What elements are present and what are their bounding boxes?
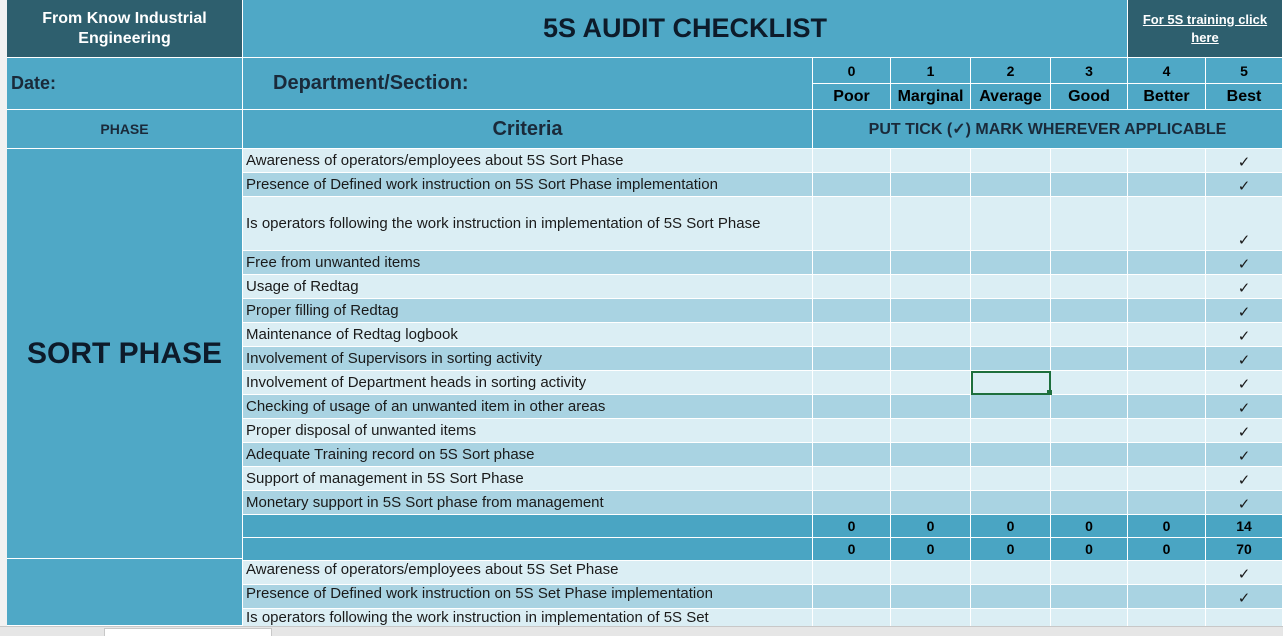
tick-mark: ✓ [1237,304,1251,321]
rating-cell[interactable] [1051,173,1128,197]
rating-cell[interactable] [971,443,1051,467]
tick-cell-best[interactable] [1206,395,1283,419]
department-label[interactable]: Department/Section: [243,58,813,110]
rating-cell[interactable] [813,395,891,419]
score-row-value[interactable]: 0 [813,538,891,561]
page-title[interactable]: 5S AUDIT CHECKLIST [243,0,1128,58]
rating-header-better[interactable]: Better [1128,84,1206,110]
training-link[interactable]: For 5S training click here [1128,0,1283,58]
tick-cell-best[interactable] [1206,561,1283,585]
rating-cell[interactable] [1128,491,1206,515]
phase-column-header[interactable]: PHASE [7,110,243,149]
rating-cell[interactable] [1128,299,1206,323]
score-row-value[interactable]: 0 [1128,538,1206,561]
rating-cell[interactable] [813,443,891,467]
rating-cell[interactable] [1128,419,1206,443]
rating-cell[interactable] [891,323,971,347]
tick-cell-best[interactable] [1206,299,1283,323]
rating-cell[interactable] [1051,149,1128,173]
rating-cell[interactable] [813,419,891,443]
rating-cell[interactable] [971,395,1051,419]
rating-cell[interactable] [891,443,971,467]
criteria-cell[interactable]: Proper filling of Redtag [243,299,813,323]
rating-cell[interactable] [1128,197,1206,251]
rating-cell[interactable] [1051,443,1128,467]
date-label[interactable]: Date: [7,58,243,110]
score-header-1[interactable]: 1 [891,58,971,84]
rating-cell[interactable] [1051,561,1128,585]
rating-header-average[interactable]: Average [971,84,1051,110]
tick-mark: ✓ [1237,590,1251,607]
tick-mark: ✓ [1237,400,1251,417]
score-row-value[interactable]: 70 [1206,538,1283,561]
rating-cell[interactable] [971,149,1051,173]
tick-cell-best[interactable] [1206,275,1283,299]
rating-cell[interactable] [1128,323,1206,347]
tick-mark: ✓ [1237,376,1251,393]
tick-mark: ✓ [1237,352,1251,369]
tick-mark: ✓ [1237,448,1251,465]
criteria-cell[interactable]: Awareness of operators/employees about 5S Sort Phase [243,149,813,173]
score-header-5[interactable]: 5 [1206,58,1283,84]
rating-cell[interactable] [971,467,1051,491]
criteria-cell[interactable]: Awareness of operators/employees about 5S Set Phase [243,561,813,585]
rating-cell[interactable] [891,149,971,173]
rating-cell[interactable] [971,419,1051,443]
tick-cell-best[interactable] [1206,371,1283,395]
tick-mark: ✓ [1237,424,1251,441]
rating-cell[interactable] [1128,561,1206,585]
tick-cell-best[interactable] [1206,347,1283,371]
tick-cell-best[interactable] [1206,149,1283,173]
count-row-value[interactable]: 0 [813,515,891,538]
rating-cell[interactable] [1051,371,1128,395]
rating-cell[interactable] [971,197,1051,251]
rating-cell[interactable] [891,395,971,419]
rating-cell[interactable] [1128,275,1206,299]
rating-cell[interactable] [971,585,1051,609]
criteria-cell[interactable]: Support of management in 5S Sort Phase [243,467,813,491]
tick-mark: ✓ [1237,496,1251,513]
score-row-value[interactable]: 0 [1051,538,1128,561]
rating-cell[interactable] [971,491,1051,515]
rating-cell[interactable] [1051,275,1128,299]
criteria-cell[interactable]: Monetary support in 5S Sort phase from management [243,491,813,515]
criteria-cell[interactable]: Maintenance of Redtag logbook [243,323,813,347]
rating-cell[interactable] [813,251,891,275]
rating-cell[interactable] [1051,395,1128,419]
rating-cell[interactable] [1128,371,1206,395]
rating-cell[interactable] [1051,323,1128,347]
criteria-cell[interactable]: Presence of Defined work instruction on 5S Set Phase implementation [243,585,813,609]
rating-cell[interactable] [1051,419,1128,443]
rating-cell[interactable] [1128,585,1206,609]
tick-cell-best[interactable] [1206,467,1283,491]
rating-cell[interactable] [1051,491,1128,515]
rating-cell[interactable] [971,323,1051,347]
count-row-value[interactable]: 0 [1128,515,1206,538]
score-row-value[interactable]: 0 [971,538,1051,561]
rating-cell[interactable] [971,251,1051,275]
count-row-value[interactable]: 0 [891,515,971,538]
criteria-cell[interactable]: Checking of usage of an unwanted item in other areas [243,395,813,419]
brand-cell[interactable] [7,0,243,58]
criteria-cell[interactable]: Presence of Defined work instruction on 5S Sort Phase implementation [243,173,813,197]
criteria-cell[interactable]: Involvement of Supervisors in sorting activity [243,347,813,371]
tick-cell-best[interactable] [1206,323,1283,347]
rating-cell[interactable] [971,299,1051,323]
rating-cell[interactable] [891,419,971,443]
count-row-value[interactable]: 14 [1206,515,1283,538]
criteria-cell[interactable]: Adequate Training record on 5S Sort phase [243,443,813,467]
rating-cell[interactable] [891,197,971,251]
sheet-tab-active[interactable] [104,628,272,636]
brand-text: From Know Industrial Engineering [42,9,207,47]
rating-cell[interactable] [891,491,971,515]
tick-mark: ✓ [1237,178,1251,195]
tick-cell-best[interactable] [1206,443,1283,467]
score-row-value[interactable]: 0 [891,538,971,561]
count-row-value[interactable]: 0 [971,515,1051,538]
rating-cell[interactable] [813,173,891,197]
criteria-cell[interactable]: Involvement of Department heads in sorting activity [243,371,813,395]
criteria-cell[interactable]: Free from unwanted items [243,251,813,275]
rating-cell[interactable] [813,323,891,347]
rating-cell[interactable] [971,561,1051,585]
rating-cell[interactable] [891,585,971,609]
rating-cell[interactable] [1128,395,1206,419]
tick-mark: ✓ [1237,154,1251,171]
rating-cell[interactable] [1051,197,1128,251]
rating-cell[interactable] [1128,443,1206,467]
rating-cell[interactable] [813,491,891,515]
rating-cell[interactable] [891,561,971,585]
rating-cell[interactable] [1051,585,1128,609]
rating-cell[interactable] [1128,149,1206,173]
rating-cell[interactable] [891,299,971,323]
rating-cell[interactable] [1051,467,1128,491]
rating-cell[interactable] [891,173,971,197]
rating-cell[interactable] [891,275,971,299]
rating-cell[interactable] [1128,467,1206,491]
rating-cell[interactable] [813,585,891,609]
rating-cell[interactable] [813,299,891,323]
fill-handle[interactable] [1047,390,1052,395]
tick-cell-best[interactable] [1206,491,1283,515]
rating-cell[interactable] [813,561,891,585]
score-header-2[interactable]: 2 [971,58,1051,84]
tick-mark: ✓ [1237,280,1251,297]
rating-header-marginal[interactable]: Marginal [891,84,971,110]
rating-header-poor[interactable]: Poor [813,84,891,110]
criteria-column-header[interactable]: Criteria [243,110,813,149]
rating-cell[interactable] [891,467,971,491]
score-header-0[interactable]: 0 [813,58,891,84]
rating-header-good[interactable]: Good [1051,84,1128,110]
rating-cell[interactable] [813,347,891,371]
rating-cell[interactable] [813,275,891,299]
set-phase-label[interactable] [7,559,243,626]
tick-mark: ✓ [1237,328,1251,345]
count-row-value[interactable]: 0 [1051,515,1128,538]
rating-cell[interactable] [813,197,891,251]
rating-cell[interactable] [891,371,971,395]
rating-cell[interactable] [1051,299,1128,323]
rating-cell[interactable] [971,371,1051,395]
rating-cell[interactable] [813,149,891,173]
rating-cell[interactable] [813,467,891,491]
rating-cell[interactable] [1051,251,1128,275]
rating-cell[interactable] [891,347,971,371]
rating-cell[interactable] [891,251,971,275]
tick-cell-best[interactable] [1206,251,1283,275]
tick-cell-best[interactable] [1206,173,1283,197]
criteria-cell[interactable]: Usage of Redtag [243,275,813,299]
score-header-3[interactable]: 3 [1051,58,1128,84]
score-header-4[interactable]: 4 [1128,58,1206,84]
score-row-label[interactable] [243,538,813,561]
criteria-cell[interactable]: Is operators following the work instruction in implementation of 5S Sort Phase [243,197,813,251]
rating-cell[interactable] [1128,173,1206,197]
criteria-cell[interactable]: Proper disposal of unwanted items [243,419,813,443]
rating-cell[interactable] [1128,347,1206,371]
tick-mark: ✓ [1237,472,1251,489]
tick-mark: ✓ [1237,232,1251,249]
rating-cell[interactable] [1128,251,1206,275]
tick-cell-best[interactable] [1206,585,1283,609]
rating-cell[interactable] [971,275,1051,299]
rating-cell[interactable] [971,173,1051,197]
sort-phase-label[interactable]: SORT PHASE [7,149,243,559]
tick-mark: ✓ [1237,566,1251,583]
rating-header-best[interactable]: Best [1206,84,1283,110]
rating-cell[interactable] [813,371,891,395]
tick-cell-best[interactable] [1206,197,1283,251]
instruction-header[interactable]: PUT TICK (✓) MARK WHEREVER APPLICABLE [813,110,1283,149]
rating-cell[interactable] [971,347,1051,371]
tick-cell-best[interactable] [1206,419,1283,443]
count-row-label[interactable] [243,515,813,538]
criteria-cell[interactable]: Is operators following the work instruction in implementation of 5S Set [243,609,813,636]
tick-mark: ✓ [1237,256,1251,273]
rating-cell[interactable] [1051,347,1128,371]
